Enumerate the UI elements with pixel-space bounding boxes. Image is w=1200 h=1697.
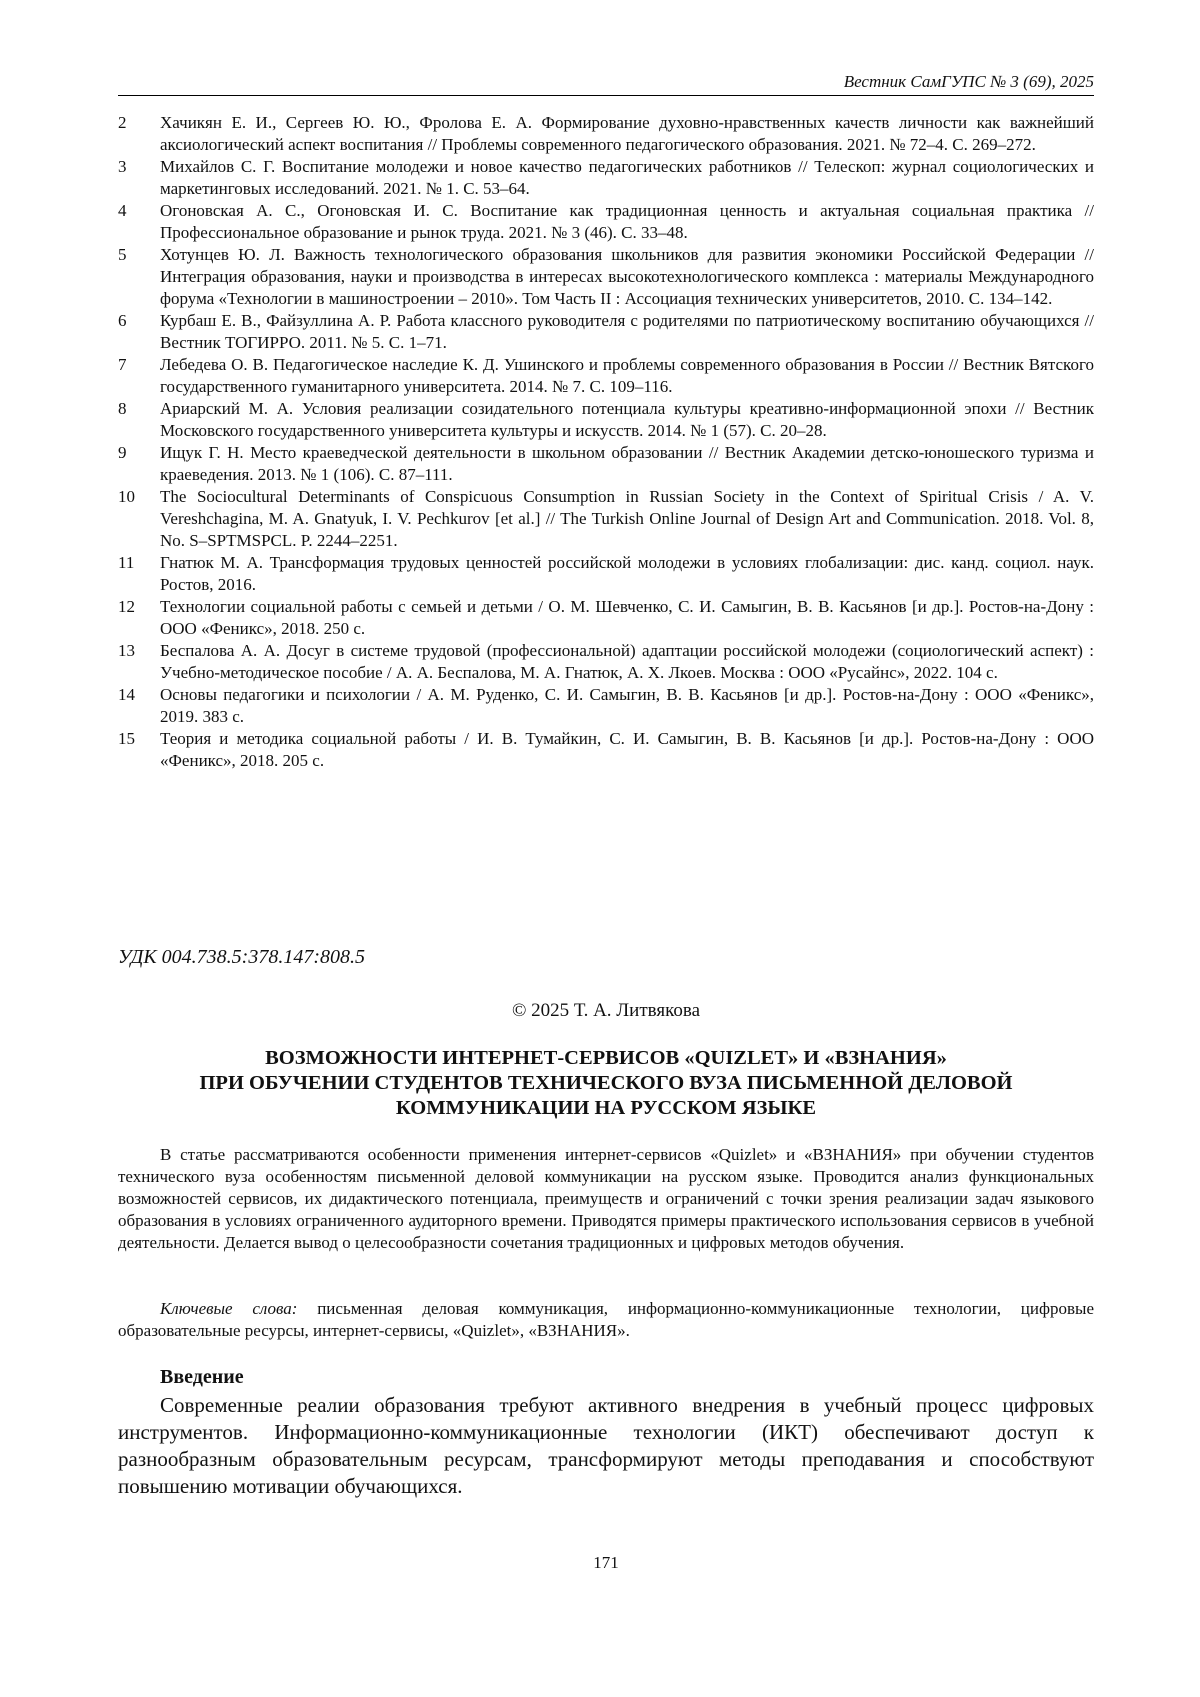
article-title	[118, 1046, 1094, 1121]
reference-item	[118, 684, 1094, 728]
reference-number: 7	[118, 355, 127, 374]
section-heading-introduction: Введение	[160, 1366, 244, 1388]
reference-text: Ариарский М. А. Условия реализации созидательного потенциала культуры креативно-информационной эпохи // Вестник Московского государственного университета культуры и искусств. 2014. № 1 (57). С. 20–28.	[160, 399, 1094, 440]
udk-code: УДК 004.738.5:378.147:808.5	[118, 946, 365, 968]
reference-text: Технологии социальной работы с семьей и детьми / О. М. Шевченко, С. И. Самыгин, В. В. Касьянов [и др.]. Ростов-на-Дону : ООО «Феникс», 2018. 250 с.	[160, 597, 1094, 638]
reference-item	[118, 728, 1094, 772]
reference-item	[118, 310, 1094, 354]
reference-text: Хачикян Е. И., Сергеев Ю. Ю., Фролова Е. А. Формирование духовно-нравственных качеств личности как важнейший аксиологический аспект воспитания // Проблемы современного педагогического образования. 2021. № 72–4. С. 269–272.	[160, 113, 1094, 154]
page-number: 171	[593, 1553, 619, 1572]
reference-text: Основы педагогики и психологии / А. М. Руденко, С. И. Самыгин, В. В. Касьянов [и др.]. Ростов-на-Дону : ООО «Феникс», 2019. 383 с.	[160, 685, 1094, 726]
reference-number: 5	[118, 245, 127, 264]
reference-list	[118, 112, 1094, 772]
reference-text: Лебедева О. В. Педагогическое наследие К. Д. Ушинского и проблемы современного образования в России // Вестник Вятского государственного гуманитарного университета. 2014. № 7. С. 109–116.	[160, 355, 1094, 396]
reference-text: Теория и методика социальной работы / И. В. Тумайкин, С. И. Самыгин, В. В. Касьянов [и др.]. Ростов-на-Дону : ООО «Феникс», 2018. 205 с.	[160, 729, 1094, 770]
title-line: ПРИ ОБУЧЕНИИ СТУДЕНТОВ ТЕХНИЧЕСКОГО ВУЗА ПИСЬМЕННОЙ ДЕЛОВОЙ	[199, 1072, 1013, 1094]
article-author: © 2025 Т. А. Литвякова	[511, 1000, 701, 1021]
reference-item	[118, 156, 1094, 200]
reference-text: The Sociocultural Determinants of Conspicuous Consumption in Russian Society in the Context of Spiritual Crisis / A. V. Vereshchagina, M. A. Gnatyuk, I. V. Pechkurov [et al.] // The Turkish Online Journal of Design Art and Communication. 2018. Vol. 8, No. S–SPTMSPCL. P. 2244–2251.	[160, 487, 1094, 550]
reference-number: 12	[118, 597, 135, 616]
reference-number: 9	[118, 443, 127, 462]
article-abstract: В статье рассматриваются особенности применения интернет-сервисов «Quizlet» и «ВЗНАНИЯ» при обучении студентов технического вуза особенностям письменной деловой коммуникации на русском языке. Проводится анализ функциональных возможностей сервисов, их дидактического потенциала, преимуществ и ограничений с точки зрения реализации задач языкового образования в условиях ограниченного аудиторного времени. Приводятся примеры практического использования сервисов в учебной деятельности. Делается вывод о целесообразности сочетания традиционных и цифровых методов обучения.	[118, 1145, 1094, 1252]
reference-text: Гнатюк М. А. Трансформация трудовых ценностей российской молодежи в условиях глобализации: дис. канд. социол. наук. Ростов, 2016.	[160, 553, 1094, 594]
reference-number: 14	[118, 685, 135, 704]
reference-text: Ищук Г. Н. Место краеведческой деятельности в школьном образовании // Вестник Академии детско-юношеского туризма и краеведения. 2013. № 1 (106). С. 87–111.	[160, 443, 1094, 484]
reference-item	[118, 640, 1094, 684]
keywords-label: Ключевые слова:	[160, 1299, 298, 1318]
keywords-text: письменная деловая коммуникация, информационно-коммуникационные технологии, цифровые образовательные ресурсы, интернет-сервисы, «Quizlet», «ВЗНАНИЯ».	[118, 1299, 1094, 1340]
reference-text: Михайлов С. Г. Воспитание молодежи и новое качество педагогических работников // Телескоп: журнал социологических и маркетинговых исследований. 2021. № 1. С. 53–64.	[160, 157, 1094, 198]
reference-item	[118, 354, 1094, 398]
reference-item	[118, 486, 1094, 552]
reference-number: 8	[118, 399, 127, 418]
running-header: Вестник СамГУПС № 3 (69), 2025	[118, 72, 1094, 96]
reference-item	[118, 200, 1094, 244]
reference-number: 6	[118, 311, 127, 330]
article-keywords	[118, 1298, 1094, 1342]
reference-item	[118, 112, 1094, 156]
reference-number: 13	[118, 641, 135, 660]
reference-item	[118, 442, 1094, 486]
reference-number: 15	[118, 729, 135, 748]
reference-text: Беспалова А. А. Досуг в системе трудовой (профессиональной) адаптации российской молодежи (социологический аспект) : Учебно-методическое пособие / А. А. Беспалова, М. А. Гнатюк, А. Х. Лкоев. Москва : ООО «Русайнс», 2022. 104 с.	[160, 641, 1094, 682]
reference-item	[118, 244, 1094, 310]
reference-text: Курбаш Е. В., Файзуллина А. Р. Работа классного руководителя с родителями по патриотическому воспитанию обучающихся // Вестник ТОГИРРО. 2011. № 5. С. 1–71.	[160, 311, 1094, 352]
reference-item	[118, 596, 1094, 640]
reference-number: 3	[118, 157, 127, 176]
title-line: ВОЗМОЖНОСТИ ИНТЕРНЕТ-СЕРВИСОВ «QUIZLET» И «ВЗНАНИЯ»	[265, 1047, 947, 1069]
reference-number: 10	[118, 487, 135, 506]
reference-number: 11	[118, 553, 135, 572]
reference-text: Хотунцев Ю. Л. Важность технологического образования школьников для развития экономики Российской Федерации // Интеграция образования, науки и производства в интересах высокотехнологического комплекса : материалы Международного форума «Технологии в машиностроении – 2010». Том Часть II : Ассоциация технических университетов, 2010. С. 134–142.	[160, 245, 1094, 308]
introduction-paragraph: Современные реалии образования требуют активного внедрения в учебный процесс цифровых инструментов. Информационно-коммуникационные технологии (ИКТ) обеспечивают доступ к разнообразным образовательным ресурсам, трансформируют методы преподавания и способствуют повышению мотивации обучающихся.	[118, 1393, 1094, 1498]
reference-text: Огоновская А. С., Огоновская И. С. Воспитание как традиционная ценность и актуальная социальная практика // Профессиональное образование и рынок труда. 2021. № 3 (46). С. 33–48.	[160, 201, 1094, 242]
title-line: КОММУНИКАЦИИ НА РУССКОМ ЯЗЫКЕ	[395, 1097, 817, 1119]
reference-number: 4	[118, 201, 127, 220]
reference-number: 2	[118, 113, 127, 132]
reference-item	[118, 552, 1094, 596]
reference-item	[118, 398, 1094, 442]
